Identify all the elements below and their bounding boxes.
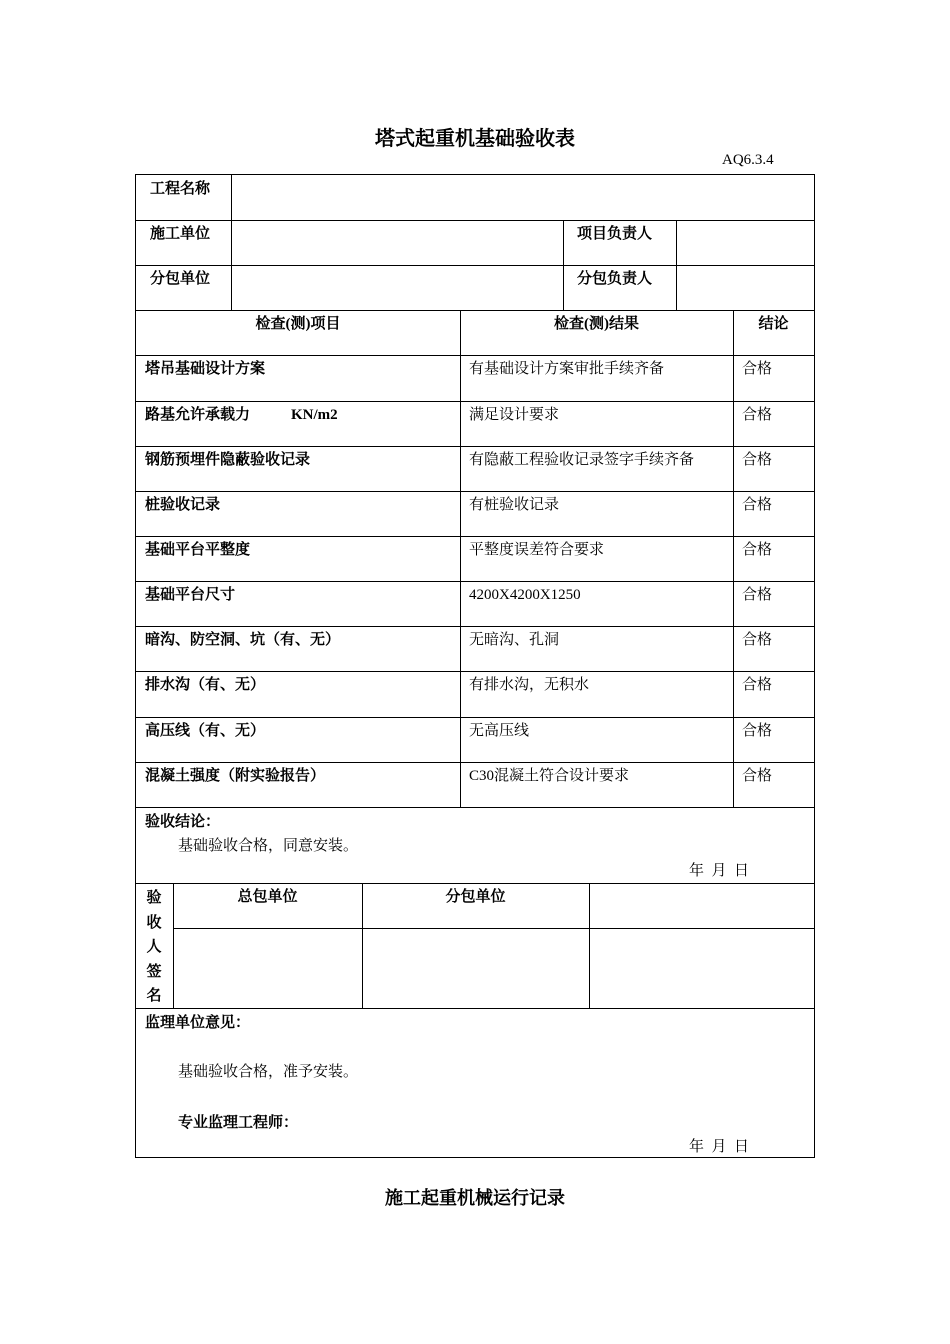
row-conclusion: 合格 xyxy=(742,407,773,423)
row-conclusion: 合格 xyxy=(742,768,773,784)
row-result: 平整度误差符合要求 xyxy=(469,542,605,558)
row-result: C30混凝土符合设计要求 xyxy=(469,768,630,784)
project-name-label: 工程名称 xyxy=(150,181,211,197)
row-result: 有隐蔽工程验收记录签字手续齐备 xyxy=(469,452,695,468)
row-conclusion: 合格 xyxy=(742,497,773,513)
page-title: 塔式起重机基础验收表 xyxy=(375,128,575,150)
row-item: 混凝土强度（附实验报告） xyxy=(145,768,326,784)
row-conclusion: 合格 xyxy=(742,587,773,603)
row-result: 有桩验收记录 xyxy=(469,497,560,513)
signature-subcontractor-label: 分包单位 xyxy=(445,889,506,905)
row-item: 桩验收记录 xyxy=(145,497,221,513)
row-result: 4200X4200X1250 xyxy=(469,587,581,603)
row-item: 高压线（有、无） xyxy=(145,723,266,739)
row-conclusion: 合格 xyxy=(742,632,773,648)
row-result: 有基础设计方案审批手续齐备 xyxy=(469,361,665,377)
signature-vertical-label: 验 收 人 签 名 xyxy=(146,890,162,1004)
row-item: 钢筋预埋件隐蔽验收记录 xyxy=(145,452,311,468)
sub-leader-label: 分包负责人 xyxy=(577,271,653,287)
next-section-title: 施工起重机械运行记录 xyxy=(385,1188,565,1208)
row-item: 路基允许承载力 xyxy=(145,407,251,423)
row-conclusion: 合格 xyxy=(742,723,773,739)
row-item: 暗沟、防空洞、坑（有、无） xyxy=(145,632,341,648)
supervision-label: 监理单位意见： xyxy=(145,1015,251,1031)
row-conclusion: 合格 xyxy=(742,361,773,377)
row-item: 基础平台平整度 xyxy=(145,542,251,558)
general-contractor-label: 总包单位 xyxy=(237,889,298,905)
subcontractor-label: 分包单位 xyxy=(150,271,211,287)
acceptance-text: 基础验收合格，同意安装。 xyxy=(178,838,359,854)
supervision-text: 基础验收合格，准予安装。 xyxy=(178,1064,359,1080)
row-conclusion: 合格 xyxy=(742,452,773,468)
header-conclusion: 结论 xyxy=(758,316,789,332)
row-item: 基础平台尺寸 xyxy=(145,587,236,603)
acceptance-label: 验收结论： xyxy=(145,814,221,830)
row-item: 排水沟（有、无） xyxy=(145,677,266,693)
row-item-unit: KN/m2 xyxy=(291,407,338,423)
supervision-engineer-label: 专业监理工程师： xyxy=(178,1115,299,1131)
row-conclusion: 合格 xyxy=(742,677,773,693)
header-item: 检查(测)项目 xyxy=(255,316,341,332)
acceptance-form-table xyxy=(135,174,815,1158)
header-result: 检查(测)结果 xyxy=(554,316,639,332)
row-item: 塔吊基础设计方案 xyxy=(145,361,266,377)
row-result: 满足设计要求 xyxy=(469,407,560,423)
project-leader-label: 项目负责人 xyxy=(577,226,653,242)
supervision-date: 年 月 日 xyxy=(689,1139,750,1155)
row-result: 无暗沟、孔洞 xyxy=(469,632,560,648)
row-result: 有排水沟，无积水 xyxy=(469,677,590,693)
row-result: 无高压线 xyxy=(469,723,530,739)
acceptance-date: 年 月 日 xyxy=(689,863,750,879)
contractor-label: 施工单位 xyxy=(150,226,211,242)
row-conclusion: 合格 xyxy=(742,542,773,558)
form-code: AQ6.3.4 xyxy=(722,152,774,168)
